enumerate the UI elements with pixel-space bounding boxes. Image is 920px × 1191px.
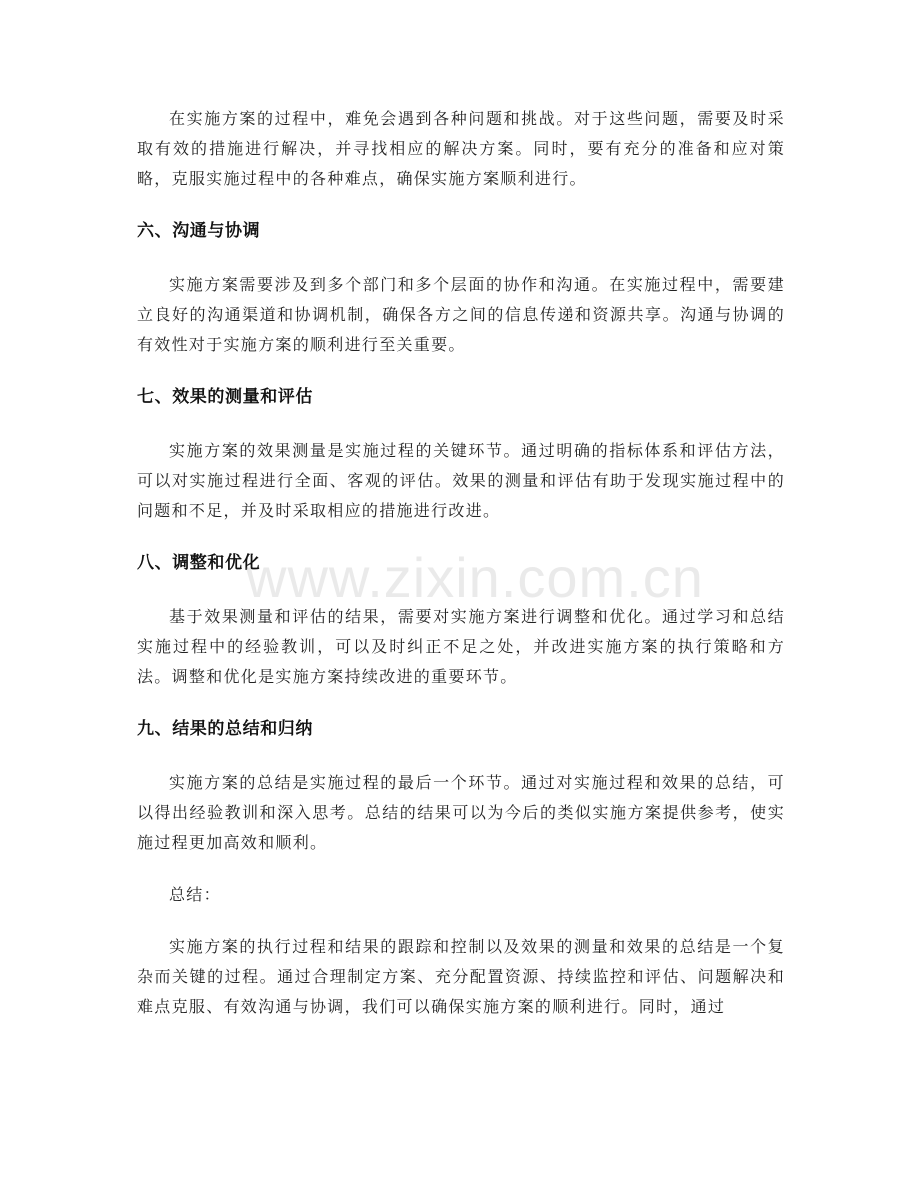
section-heading-communication: 六、沟通与协调: [137, 221, 261, 241]
summary-label: 总结：: [169, 885, 221, 904]
document-body: [137, 104, 785, 1022]
section-paragraph-communication: 实施方案需要涉及到多个部门和多个层面的协作和沟通。在实施过程中，需要建立良好的沟通渠道和协调机制，确保各方之间的信息传递和资源共享。沟通与协调的有效性对于实施方案的顺利进行至关重要。: [137, 275, 785, 354]
intro-paragraph: 在实施方案的过程中，难免会遇到各种问题和挑战。对于这些问题，需要及时采取有效的措施进行解决，并寻找相应的解决方案。同时，要有充分的准备和应对策略，克服实施过程中的各种难点，确保实施方案顺利进行。: [137, 109, 785, 188]
section-paragraph-summary-results: 实施方案的总结是实施过程的最后一个环节。通过对实施过程和效果的总结，可以得出经验教训和深入思考。总结的结果可以为今后的类似实施方案提供参考，使实施过程更加高效和顺利。: [137, 773, 785, 852]
watermark: www.zixin.com.cn: [246, 546, 704, 609]
summary-paragraph: 实施方案的执行过程和结果的跟踪和控制以及效果的测量和效果的总结是一个复杂而关键的过程。通过合理制定方案、充分配置资源、持续监控和评估、问题解决和难点克服、有效沟通与协调，我们可以确保实施方案的顺利进行。同时，通过: [137, 937, 785, 1016]
section-paragraph-measurement: 实施方案的效果测量是实施过程的关键环节。通过明确的指标体系和评估方法，可以对实施过程进行全面、客观的评估。效果的测量和评估有助于发现实施过程中的问题和不足，并及时采取相应的措施进行改进。: [137, 441, 785, 520]
section-heading-summary-results: 九、结果的总结和归纳: [137, 719, 313, 739]
section-paragraph-adjustment: 基于效果测量和评估的结果，需要对实施方案进行调整和优化。通过学习和总结实施过程中的经验教训，可以及时纠正不足之处，并改进实施方案的执行策略和方法。调整和优化是实施方案持续改进的重要环节。: [137, 607, 785, 686]
section-heading-measurement: 七、效果的测量和评估: [137, 387, 313, 407]
section-heading-adjustment: 八、调整和优化: [137, 553, 261, 573]
